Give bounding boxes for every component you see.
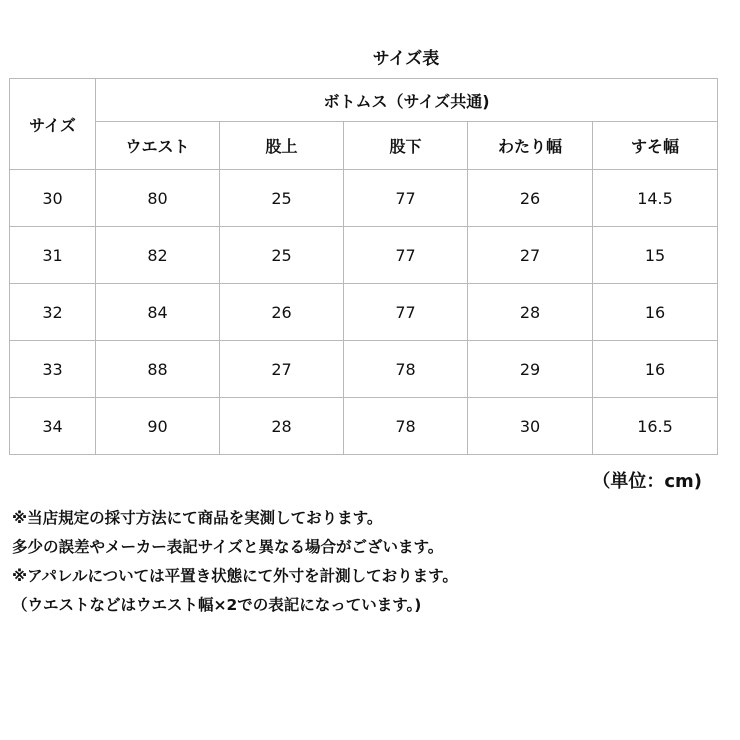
hem-width-cell: 16 — [593, 341, 718, 398]
waist-cell: 80 — [96, 170, 220, 227]
rise-cell: 25 — [220, 170, 344, 227]
table-subheader-row — [10, 122, 718, 170]
hem-width-cell: 16 — [593, 284, 718, 341]
rise-cell: 26 — [220, 284, 344, 341]
thigh-width-cell: 28 — [468, 284, 593, 341]
rise-cell: 27 — [220, 341, 344, 398]
size-cell: 30 — [10, 170, 96, 227]
thigh-width-cell: 29 — [468, 341, 593, 398]
inseam-cell: 77 — [344, 227, 468, 284]
inseam-cell: 77 — [344, 284, 468, 341]
hem-width-cell: 16.5 — [593, 398, 718, 455]
size-cell: 32 — [10, 284, 96, 341]
notes — [12, 504, 727, 620]
note-line: ※アパレルについては平置き状態にて外寸を計測しております。 — [12, 567, 458, 585]
waist-cell: 84 — [96, 284, 220, 341]
table-row — [10, 170, 718, 227]
table-row — [10, 284, 718, 341]
size-cell: 33 — [10, 341, 96, 398]
table-row — [10, 341, 718, 398]
thigh-width-cell: 30 — [468, 398, 593, 455]
column-header-rise: 股上 — [220, 122, 344, 170]
rise-cell: 25 — [220, 227, 344, 284]
column-header-waist: ウエスト — [96, 122, 220, 170]
rise-cell: 28 — [220, 398, 344, 455]
group-header: ボトムス（サイズ共通) — [96, 79, 718, 122]
hem-width-cell: 14.5 — [593, 170, 718, 227]
table-row — [10, 227, 718, 284]
unit-label: （単位：cm) — [592, 471, 702, 492]
note-line: 多少の誤差やメーカー表記サイズと異なる場合がございます。 — [12, 538, 444, 556]
size-cell: 31 — [10, 227, 96, 284]
page-title: サイズ表 — [372, 49, 440, 69]
column-header-hem-width: すそ幅 — [593, 122, 718, 170]
column-header-inseam: 股下 — [344, 122, 468, 170]
inseam-cell: 77 — [344, 170, 468, 227]
size-cell: 34 — [10, 398, 96, 455]
note-line: ※当店規定の採寸方法にて商品を実測しております。 — [12, 509, 383, 527]
size-column-header: サイズ — [10, 79, 96, 170]
inseam-cell: 78 — [344, 398, 468, 455]
note-line: （ウエストなどはウエスト幅×2での表記になっています。) — [12, 596, 422, 614]
waist-cell: 88 — [96, 341, 220, 398]
thigh-width-cell: 27 — [468, 227, 593, 284]
waist-cell: 82 — [96, 227, 220, 284]
waist-cell: 90 — [96, 398, 220, 455]
thigh-width-cell: 26 — [468, 170, 593, 227]
table-row — [10, 398, 718, 455]
size-table — [9, 78, 718, 455]
hem-width-cell: 15 — [593, 227, 718, 284]
table-header-row — [10, 79, 718, 122]
column-header-thigh-width: わたり幅 — [468, 122, 593, 170]
inseam-cell: 78 — [344, 341, 468, 398]
